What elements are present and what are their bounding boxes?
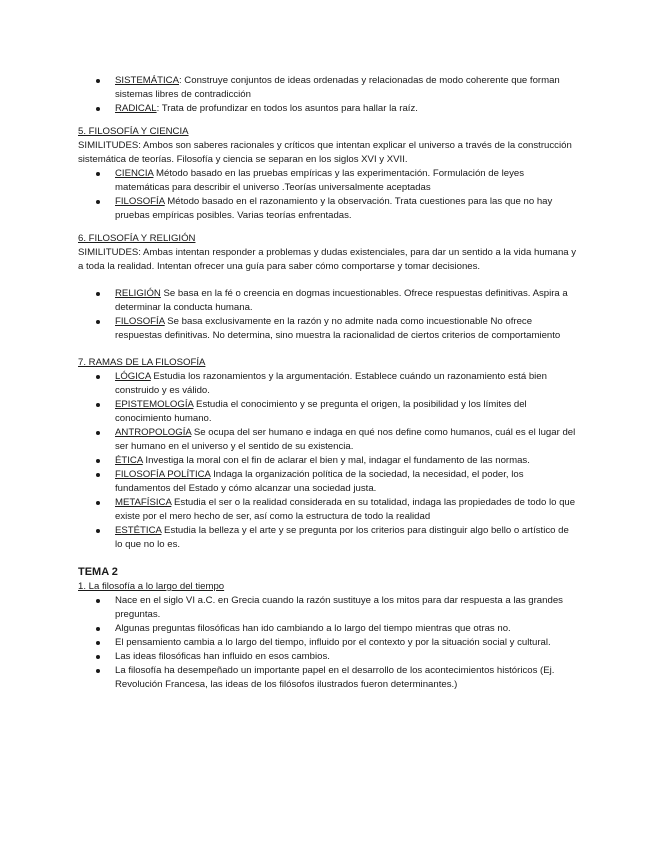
item-text: Algunas preguntas filosóficas han ido cambiando a lo largo del tiempo mientras que otras no. bbox=[115, 623, 511, 634]
list-item bbox=[78, 496, 578, 524]
definition: Método basado en el razonamiento y la observación. Trata cuestiones para las que no hay pruebas empíricas posibles. Varias teorías enfrentadas. bbox=[115, 196, 553, 221]
definition: Investiga la moral con el fin de aclarar el bien y mal, indagar el fundamento de las normas. bbox=[142, 455, 530, 466]
bullet-icon bbox=[96, 375, 100, 379]
list-item bbox=[78, 468, 578, 496]
definition: Método basado en las pruebas empíricas y las experimentación. Formulación de leyes matemáticas para describir el universo .Teorías universalmente aceptadas bbox=[115, 168, 525, 193]
list-item bbox=[78, 622, 578, 636]
definition: Se basa exclusivamente en la razón y no admite nada como incuestionable No ofrece respuestas definitivas. No determina, sino muestra la racionalidad de ciertos criterios de comportamiento bbox=[115, 316, 561, 341]
section-intro-6: SIMILITUDES: Ambas intentan responder a problemas y dudas existenciales, para dar un sentido a la vida humana y a toda la realidad. Intentan ofrecer una guía para saber cómo comportarse y tomar decisiones. bbox=[78, 247, 577, 272]
section-list-7 bbox=[78, 370, 578, 552]
list-item bbox=[78, 594, 578, 622]
bullet-icon bbox=[96, 599, 100, 603]
list-item bbox=[78, 315, 578, 343]
term: CIENCIA bbox=[115, 168, 154, 179]
list-item bbox=[78, 426, 578, 454]
term: ÉTICA bbox=[115, 455, 143, 466]
list-item bbox=[78, 287, 578, 315]
document-page bbox=[78, 74, 578, 692]
list-item bbox=[78, 650, 578, 664]
item-text: Las ideas filosóficas han influido en esos cambios. bbox=[115, 651, 330, 662]
term: ESTÉTICA bbox=[115, 525, 162, 536]
term: FILOSOFÍA POLÍTICA bbox=[115, 469, 211, 480]
bullet-icon bbox=[96, 107, 100, 111]
tema-title: TEMA 2 bbox=[78, 566, 118, 578]
item-text: Nace en el siglo VI a.C. en Grecia cuando la razón sustituye a los mitos para dar respuesta a las grandes preguntas. bbox=[115, 595, 563, 620]
term: EPISTEMOLOGÍA bbox=[115, 399, 194, 410]
bullet-icon bbox=[96, 627, 100, 631]
list-item bbox=[78, 398, 578, 426]
definition: Estudia los razonamientos y la argumentación. Establece cuándo un razonamiento está bien construido y es válido. bbox=[115, 371, 547, 396]
term: RADICAL bbox=[115, 103, 157, 114]
definition: : Trata de profundizar en todos los asuntos para hallar la raíz. bbox=[156, 103, 418, 114]
bullet-icon bbox=[96, 200, 100, 204]
list-item bbox=[78, 370, 578, 398]
term: FILOSOFÍA bbox=[115, 196, 165, 207]
section-intro-5: SIMILITUDES: Ambos son saberes racionales y críticos que intentan explicar el universo a través de la construcción sistemática de teorías. Filosofía y ciencia se separan en los siglos XVI y XVII. bbox=[78, 140, 572, 165]
bullet-icon bbox=[96, 459, 100, 463]
tema-heading: 1. La filosofía a lo largo del tiempo bbox=[78, 581, 225, 592]
bullet-icon bbox=[96, 501, 100, 505]
definition: Estudia el conocimiento y se pregunta el origen, la posibilidad y los límites del conocimiento humano. bbox=[115, 399, 527, 424]
definition: Se basa en la fé o creencia en dogmas incuestionables. Ofrece respuestas definitivas. Aspira a determinar la conducta humana. bbox=[115, 288, 568, 313]
bullet-icon bbox=[96, 431, 100, 435]
section-list-6 bbox=[78, 287, 578, 343]
definition: Estudia la belleza y el arte y se pregunta por los criterios para distinguir algo bello o artístico de lo que no lo es. bbox=[115, 525, 569, 550]
bullet-icon bbox=[96, 172, 100, 176]
definition: : Construye conjuntos de ideas ordenadas y relacionadas de modo coherente que forman sistemas libres de contradicción bbox=[115, 75, 560, 100]
list-item bbox=[78, 74, 578, 102]
bullet-icon bbox=[96, 320, 100, 324]
list-item bbox=[78, 195, 578, 223]
bullet-icon bbox=[96, 473, 100, 477]
item-text: El pensamiento cambia a lo largo del tiempo, influido por el contexto y por la situación social y cultural. bbox=[115, 637, 551, 648]
bullet-icon bbox=[96, 655, 100, 659]
definition: Se ocupa del ser humano e indaga en qué nos define como humanos, cuál es el lugar del ser humano en el universo y el sentido de su existencia. bbox=[115, 427, 576, 452]
definition: Indaga la organización política de la sociedad, la necesidad, el poder, los fundamentos del Estado y cómo alcanzar una sociedad justa. bbox=[115, 469, 524, 494]
list-item bbox=[78, 102, 578, 116]
term: SISTEMÁTICA bbox=[115, 75, 179, 86]
bullet-icon bbox=[96, 292, 100, 296]
term: ANTROPOLOGÍA bbox=[115, 427, 192, 438]
term: FILOSOFÍA bbox=[115, 316, 165, 327]
bullet-icon bbox=[96, 641, 100, 645]
term: METAFÍSICA bbox=[115, 497, 172, 508]
top-bullet-list bbox=[78, 74, 578, 116]
section-heading-6: 6. FILOSOFÍA Y RELIGIÓN bbox=[78, 233, 196, 244]
bullet-icon bbox=[96, 529, 100, 533]
item-text: La filosofía ha desempeñado un importante papel en el desarrollo de los acontecimientos históricos (Ej. Revolución Francesa, las ideas de los filósofos ilustrados fueron determinantes.) bbox=[115, 665, 555, 690]
term: RELIGIÓN bbox=[115, 288, 161, 299]
section-heading-7: 7. RAMAS DE LA FILOSOFÍA bbox=[78, 357, 206, 368]
list-item bbox=[78, 167, 578, 195]
list-item bbox=[78, 524, 578, 552]
list-item bbox=[78, 454, 578, 468]
bullet-icon bbox=[96, 79, 100, 83]
definition: Estudia el ser o la realidad considerada en su totalidad, indaga las propiedades de todo lo que existe por el mero hecho de ser, así como la estructura de todo la realidad bbox=[115, 497, 576, 522]
term: LÓGICA bbox=[115, 371, 151, 382]
list-item bbox=[78, 664, 578, 692]
list-item bbox=[78, 636, 578, 650]
section-list-5 bbox=[78, 167, 578, 223]
section-heading-5: 5. FILOSOFÍA Y CIENCIA bbox=[78, 126, 189, 137]
bullet-icon bbox=[96, 669, 100, 673]
bullet-icon bbox=[96, 403, 100, 407]
tema-list bbox=[78, 594, 578, 692]
